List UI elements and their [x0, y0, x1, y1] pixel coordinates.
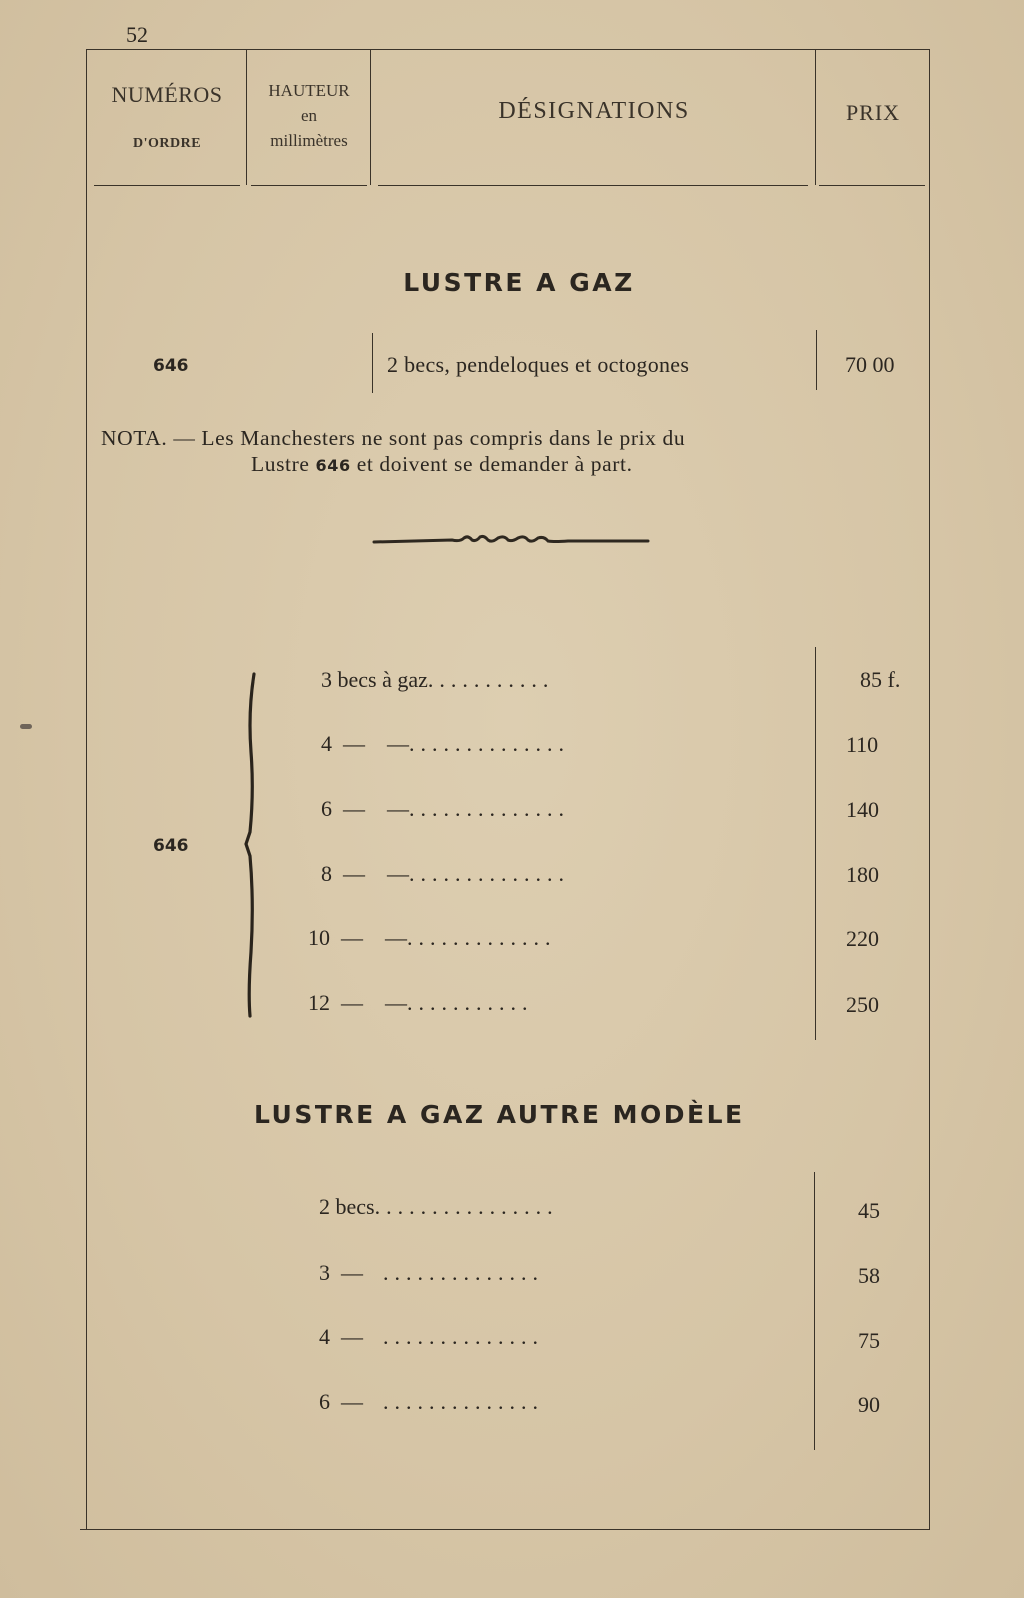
row-label: 6 — .............. [319, 1389, 544, 1414]
frame-bottom-rule [80, 1529, 930, 1530]
row-price: 140 [846, 797, 879, 822]
header-underline-4 [819, 185, 925, 186]
header-numeros-sub: D'ORDRE [132, 136, 202, 151]
row-price: 110 [846, 732, 879, 757]
row-price: 58 [858, 1263, 880, 1288]
row-price: 45 [858, 1198, 880, 1223]
header-hauteur-line3: millimètres [270, 131, 348, 150]
header-divider-1 [246, 49, 247, 185]
header-underline-1 [94, 185, 240, 186]
header-prix: PRIX [845, 100, 901, 125]
header-hauteur [250, 78, 368, 153]
header-hauteur-line2: en [300, 106, 318, 125]
row-price: 85 f. [860, 667, 901, 692]
header-underline-3 [378, 185, 808, 186]
row-price: 75 [858, 1328, 880, 1353]
header-hauteur-line1: HAUTEUR [268, 81, 350, 100]
row-label: 12 — —........... [308, 990, 534, 1015]
row-label: 4 — —.............. [321, 731, 570, 756]
section-title: LUSTRE A GAZ AUTRE MODÈLE [254, 1100, 745, 1129]
row-label: 10 — —............. [308, 925, 557, 950]
header-divider-2 [370, 49, 371, 185]
row-label: 2 becs................ [319, 1194, 559, 1219]
price-column-divider [814, 1172, 815, 1450]
item-designation: 2 becs, pendeloques et octogones [387, 352, 690, 377]
frame-top-rule [86, 49, 930, 50]
nota-line2-pre: Lustre [251, 452, 316, 476]
header-underline-2 [251, 185, 367, 186]
header-numeros: NUMÉROS [111, 82, 223, 107]
row-price: 220 [846, 926, 879, 951]
margin-mark [20, 724, 32, 729]
page-number: 52 [126, 22, 148, 47]
row-label: 4 — .............. [319, 1324, 544, 1349]
nota-ref: 646 [315, 456, 351, 475]
row-label: 6 — —.............. [321, 796, 570, 821]
row-price: 180 [846, 862, 879, 887]
row-label: 3 — .............. [319, 1260, 544, 1285]
curly-brace-icon [236, 672, 266, 1018]
price-column-divider [815, 647, 816, 1040]
section-title: LUSTRE A GAZ [403, 268, 635, 297]
row-price: 250 [846, 992, 879, 1017]
item-divider-right [816, 330, 817, 390]
nota-line1: NOTA. — Les Manchesters ne sont pas compris dans le prix du [101, 426, 686, 450]
item-price: 70 00 [845, 352, 895, 377]
row-label: 8 — —.............. [321, 861, 570, 886]
row-label: 3 becs à gaz........... [321, 667, 555, 692]
item-ref: 646 [153, 356, 189, 376]
nota-line2 [251, 450, 633, 480]
nota-line2-post: et doivent se demander à part. [350, 452, 633, 476]
group-ref: 646 [153, 836, 189, 856]
header-divider-3 [815, 49, 816, 185]
row-price: 90 [858, 1392, 880, 1417]
header-designations: DÉSIGNATIONS [498, 98, 690, 124]
item-divider-left [372, 333, 373, 393]
ornamental-rule-icon [372, 528, 650, 548]
